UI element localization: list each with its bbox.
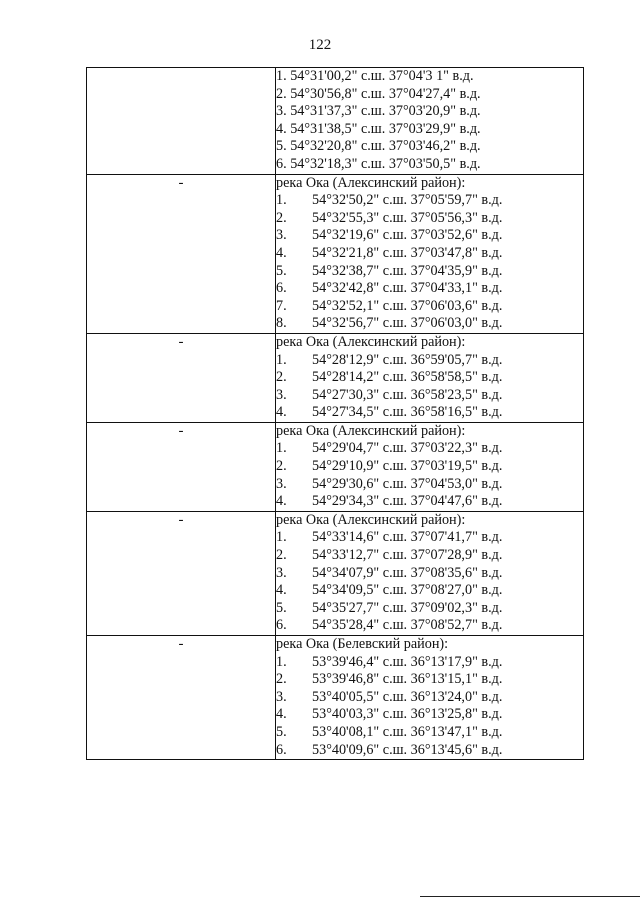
point-number: 4. (276, 493, 287, 510)
river-heading: река Ока (Алексинский район): (276, 333, 466, 350)
coordinate-point (276, 192, 583, 210)
row-coordinates-cell (276, 636, 584, 760)
coordinate-point (276, 565, 583, 583)
point-coordinates: 54°29'10,9" с.ш. 37°03'19,5" в.д. (312, 458, 503, 475)
point-number: 5. (276, 599, 287, 616)
point-coordinates: 54°35'28,4" с.ш. 37°08'52,7" в.д. (312, 617, 503, 634)
row-coordinates-cell (276, 68, 584, 175)
page-number: 122 (308, 37, 332, 53)
point-number: 3. (276, 688, 287, 705)
point-coordinates: 53°40'09,6" с.ш. 36°13'45,6" в.д. (312, 741, 503, 758)
point-coordinates: 54°35'27,7" с.ш. 37°09'02,3" в.д. (312, 599, 503, 616)
point-number: 1. (276, 351, 287, 368)
coordinate-point (276, 315, 583, 333)
table-row (87, 174, 584, 333)
point-coordinates: 54°27'34,5" с.ш. 36°58'16,5" в.д. (312, 404, 503, 421)
river-heading: река Ока (Алексинский район): (276, 511, 466, 528)
river-heading: река Ока (Алексинский район): (276, 174, 466, 191)
row-dash-cell (87, 511, 276, 635)
point-coordinates: 54°32'19,6" с.ш. 37°03'52,6" в.д. (312, 227, 503, 244)
table-row (87, 511, 584, 635)
point-number: 6. (276, 280, 287, 297)
point-number: 1. (276, 653, 287, 670)
river-heading: река Ока (Алексинский район): (276, 422, 466, 439)
coordinate-line: 1. 54°31'00,2" с.ш. 37°04'3 1" в.д. (276, 68, 474, 84)
river-heading: река Ока (Белевский район): (276, 636, 449, 652)
row-dash-cell (87, 333, 276, 422)
point-number: 5. (276, 723, 287, 740)
point-number: 4. (276, 404, 287, 421)
table-row (87, 333, 584, 422)
point-coordinates: 53°39'46,8" с.ш. 36°13'15,1" в.д. (312, 671, 503, 688)
point-coordinates: 54°27'30,3" с.ш. 36°58'23,5" в.д. (312, 386, 503, 403)
row-coordinates-cell (276, 333, 584, 422)
coordinate-point (276, 227, 583, 245)
point-number: 2. (276, 547, 287, 564)
coordinate-point (276, 706, 583, 724)
coordinate-point (276, 369, 583, 387)
point-number: 3. (276, 227, 287, 244)
point-coordinates: 54°29'30,6" с.ш. 37°04'53,0" в.д. (312, 475, 503, 492)
point-coordinates: 54°33'14,6" с.ш. 37°07'41,7" в.д. (312, 529, 503, 546)
row-dash: - (178, 422, 184, 439)
coordinate-point (276, 280, 583, 298)
point-coordinates: 54°32'56,7" с.ш. 37°06'03,0" в.д. (312, 315, 503, 332)
point-coordinates: 53°40'03,3" с.ш. 36°13'25,8" в.д. (312, 706, 503, 723)
table-row (87, 636, 584, 760)
point-number: 2. (276, 209, 287, 226)
point-coordinates: 54°32'42,8" с.ш. 37°04'33,1" в.д. (312, 280, 503, 297)
coordinate-point (276, 404, 583, 422)
row-dash-cell (87, 68, 276, 175)
coordinate-point (276, 476, 583, 494)
coordinate-point (276, 582, 583, 600)
coordinate-point (276, 352, 583, 370)
coordinate-point (276, 245, 583, 263)
point-number: 6. (276, 741, 287, 758)
coordinate-line: 3. 54°31'37,3" с.ш. 37°03'20,9" в.д. (276, 103, 481, 120)
point-number: 7. (276, 297, 287, 314)
footer-rule (420, 896, 640, 897)
row-dash: - (178, 636, 184, 652)
point-number: 3. (276, 475, 287, 492)
coordinate-point (276, 210, 583, 228)
point-number: 4. (276, 706, 287, 723)
row-coordinates-cell (276, 422, 584, 511)
point-coordinates: 54°34'09,5" с.ш. 37°08'27,0" в.д. (312, 582, 503, 599)
coordinate-point (276, 263, 583, 281)
coordinate-point (276, 724, 583, 742)
point-number: 5. (276, 262, 287, 279)
point-number: 1. (276, 440, 287, 457)
coordinate-line: 5. 54°32'20,8" с.ш. 37°03'46,2" в.д. (276, 138, 481, 155)
point-coordinates: 54°32'50,2" с.ш. 37°05'59,7" в.д. (312, 192, 503, 209)
table-row (87, 68, 584, 175)
point-number: 2. (276, 458, 287, 475)
coordinate-point (276, 547, 583, 565)
point-number: 2. (276, 369, 287, 386)
coordinate-point (276, 654, 583, 672)
coordinate-point (276, 298, 583, 316)
row-dash-cell (87, 636, 276, 760)
point-coordinates: 54°32'55,3" с.ш. 37°05'56,3" в.д. (312, 209, 503, 226)
row-coordinates-cell (276, 511, 584, 635)
coordinates-table-body (87, 68, 584, 760)
point-coordinates: 54°29'04,7" с.ш. 37°03'22,3" в.д. (312, 440, 503, 457)
point-coordinates: 53°39'46,4" с.ш. 36°13'17,9" в.д. (312, 653, 503, 670)
point-number: 4. (276, 582, 287, 599)
point-coordinates: 54°32'21,8" с.ш. 37°03'47,8" в.д. (312, 244, 503, 261)
coordinate-point (276, 671, 583, 689)
point-coordinates: 53°40'08,1" с.ш. 36°13'47,1" в.д. (312, 723, 503, 740)
coordinate-point (276, 617, 583, 635)
point-number: 3. (276, 564, 287, 581)
row-dash-cell (87, 174, 276, 333)
coordinate-line: 2. 54°30'56,8" с.ш. 37°04'27,4" в.д. (276, 85, 481, 102)
row-dash: - (178, 333, 184, 350)
coordinate-point (276, 742, 583, 760)
point-number: 2. (276, 671, 287, 688)
point-number: 1. (276, 529, 287, 546)
coordinate-line: 6. 54°32'18,3" с.ш. 37°03'50,5" в.д. (276, 155, 481, 172)
row-coordinates-cell (276, 174, 584, 333)
row-dash: - (178, 511, 184, 528)
coordinate-point (276, 600, 583, 618)
table-row (87, 422, 584, 511)
coordinate-point (276, 529, 583, 547)
point-number: 4. (276, 244, 287, 261)
coordinate-point (276, 458, 583, 476)
coordinate-line: 4. 54°31'38,5" с.ш. 37°03'29,9" в.д. (276, 120, 481, 137)
coordinates-table (86, 67, 584, 760)
point-coordinates: 54°29'34,3" с.ш. 37°04'47,6" в.д. (312, 493, 503, 510)
point-coordinates: 54°33'12,7" с.ш. 37°07'28,9" в.д. (312, 547, 503, 564)
point-coordinates: 54°28'12,9" с.ш. 36°59'05,7" в.д. (312, 351, 503, 368)
point-number: 8. (276, 315, 287, 332)
point-coordinates: 53°40'05,5" с.ш. 36°13'24,0" в.д. (312, 688, 503, 705)
row-dash: - (178, 174, 184, 191)
row-dash-cell (87, 422, 276, 511)
point-number: 3. (276, 386, 287, 403)
point-coordinates: 54°32'52,1" с.ш. 37°06'03,6" в.д. (312, 297, 503, 314)
coordinate-point (276, 493, 583, 511)
point-number: 6. (276, 617, 287, 634)
coordinate-point (276, 440, 583, 458)
point-number: 1. (276, 192, 287, 209)
coordinate-point (276, 689, 583, 707)
point-coordinates: 54°32'38,7" с.ш. 37°04'35,9" в.д. (312, 262, 503, 279)
point-coordinates: 54°34'07,9" с.ш. 37°08'35,6" в.д. (312, 564, 503, 581)
point-coordinates: 54°28'14,2" с.ш. 36°58'58,5" в.д. (312, 369, 503, 386)
coordinate-point (276, 387, 583, 405)
